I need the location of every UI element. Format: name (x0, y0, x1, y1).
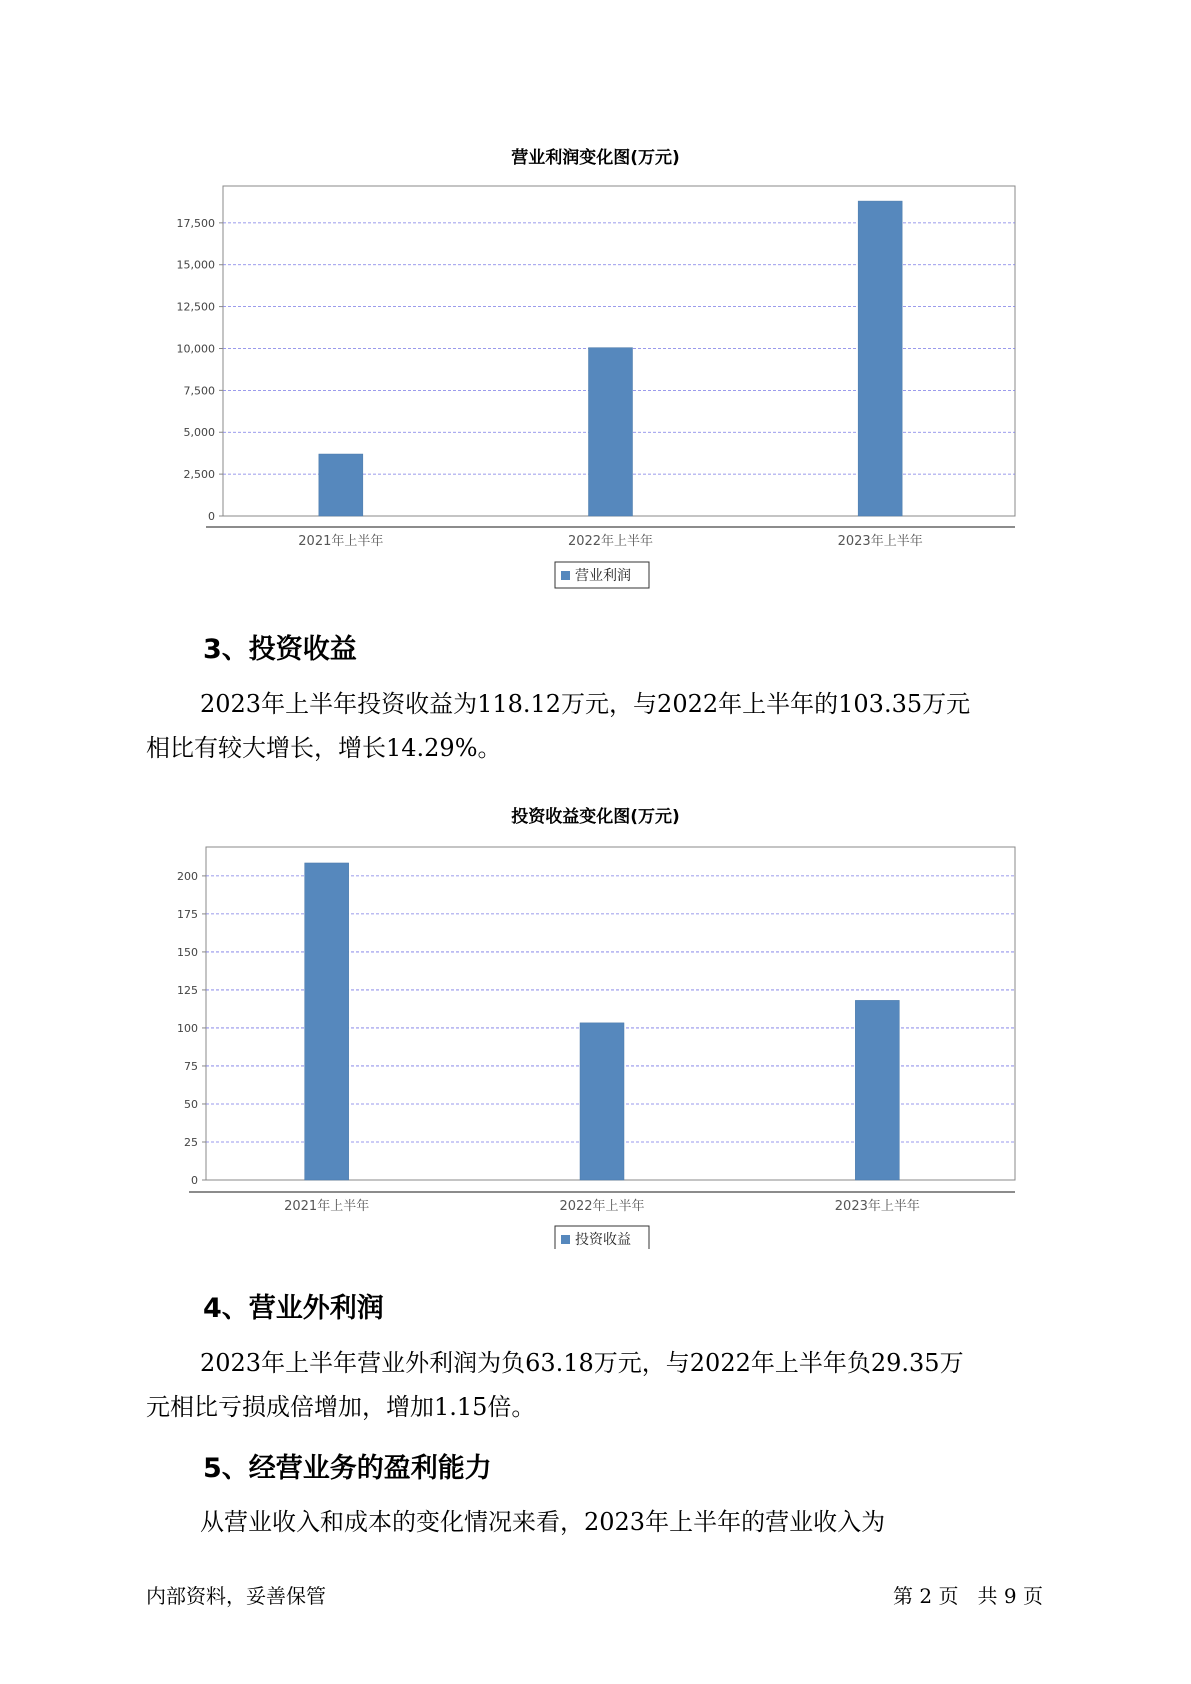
y-tick-label: 200 (177, 869, 198, 883)
x-tick-label: 2023年上半年 (834, 1199, 920, 1214)
y-tick-label: 150 (177, 945, 198, 959)
y-tick-label: 100 (177, 1021, 198, 1035)
y-tick-label: 50 (184, 1097, 198, 1111)
operating-profit-chart (0, 170, 1191, 590)
y-tick-label: 10,000 (176, 342, 215, 356)
y-tick-label: 2,500 (183, 468, 215, 482)
section-5-paragraph (146, 1500, 1046, 1544)
y-tick-label: 175 (177, 907, 198, 921)
y-tick-label: 0 (208, 510, 215, 523)
x-tick-label: 2022年上半年 (559, 1199, 645, 1214)
chart-1-title: 营业利润变化图(万元) (511, 148, 680, 168)
bar (305, 863, 349, 1180)
investment-income-chart (0, 829, 1191, 1249)
section-5-line-1: 从营业收入和成本的变化情况来看，2023年上半年的营业收入为 (200, 1508, 886, 1536)
x-tick-label: 2022年上半年 (567, 534, 654, 549)
bar (580, 1023, 624, 1180)
y-tick-label: 7,500 (183, 384, 215, 398)
section-3-line-2: 相比有较大增长，增长14.29%。 (146, 734, 502, 762)
y-tick-label: 15,000 (176, 258, 215, 272)
y-tick-label: 12,500 (176, 300, 215, 314)
y-tick-label: 125 (177, 983, 198, 997)
x-tick-label: 2021年上半年 (284, 1199, 370, 1214)
section-3-heading: 3、投资收益 (203, 634, 357, 665)
footer-left: 内部资料，妥善保管 (146, 1584, 326, 1608)
x-tick-label: 2023年上半年 (837, 534, 923, 549)
y-tick-label: 17,500 (176, 216, 215, 230)
chart-2-title: 投资收益变化图(万元) (511, 807, 680, 827)
bar (589, 348, 633, 516)
section-4-paragraph (146, 1341, 1046, 1429)
y-tick-label: 5,000 (183, 426, 215, 440)
y-tick-label: 75 (184, 1059, 198, 1073)
section-5-heading: 5、经营业务的盈利能力 (203, 1453, 492, 1484)
legend-label: 投资收益 (575, 1232, 631, 1248)
legend-swatch (561, 1235, 570, 1244)
section-4-heading: 4、营业外利润 (203, 1293, 384, 1324)
y-tick-label: 25 (184, 1135, 198, 1149)
section-3-paragraph (146, 682, 1046, 770)
section-4-line-2: 元相比亏损成倍增加，增加1.15倍。 (146, 1393, 536, 1421)
legend-swatch (561, 571, 570, 580)
bar (319, 454, 363, 516)
x-tick-label: 2021年上半年 (298, 534, 384, 549)
section-3-line-1: 2023年上半年投资收益为118.12万元，与2022年上半年的103.35万元 (200, 690, 971, 718)
y-tick-label: 0 (191, 1174, 198, 1187)
bar (858, 201, 902, 516)
bar (855, 1000, 899, 1180)
section-4-line-1: 2023年上半年营业外利润为负63.18万元，与2022年上半年负29.35万 (200, 1349, 964, 1377)
footer-page-number: 第 2 页 共 9 页 (893, 1584, 1043, 1608)
legend-label: 营业利润 (575, 568, 631, 584)
